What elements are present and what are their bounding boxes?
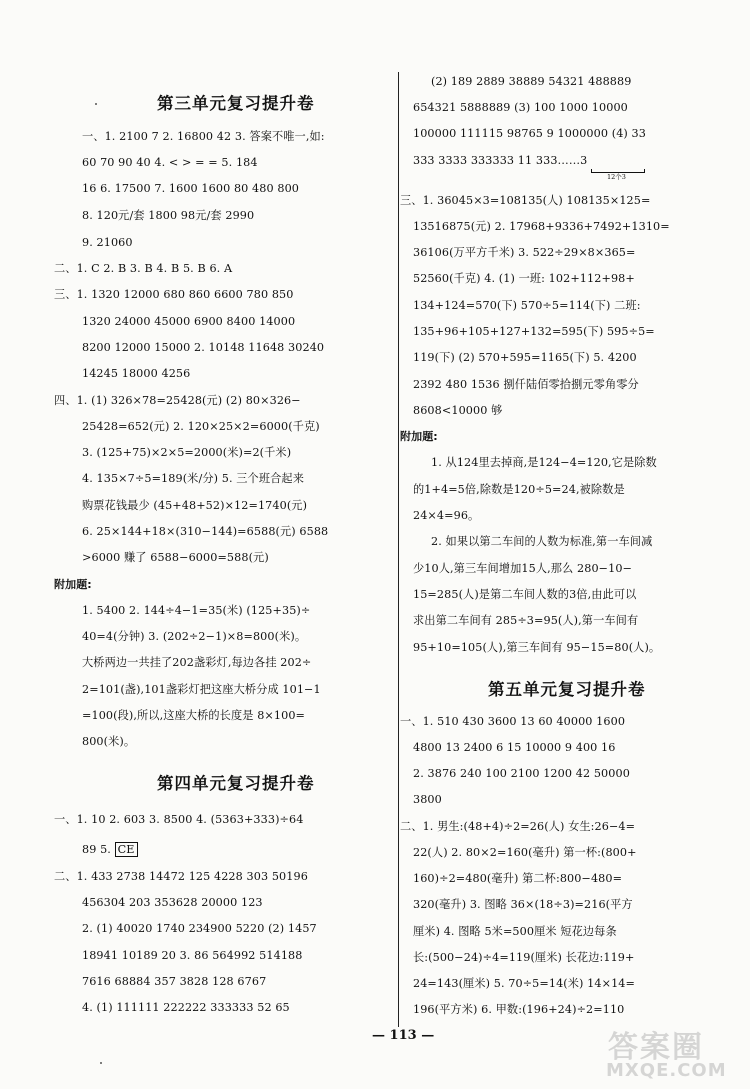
answer-line: 100000 111115 98765 9 1000000 (4) 33: [413, 127, 646, 140]
answer-line: 一、1. 2100 7 2. 16800 42 3. 答案不唯一,如:: [82, 130, 325, 143]
answer-line: 40=4(分钟) 3. (202÷2−1)×8=800(米)。: [82, 630, 307, 643]
answer-line: 大桥两边一共挂了202盏彩灯,每边各挂 202÷: [82, 656, 312, 669]
answer-line: 7616 68884 357 3828 128 6767: [82, 975, 267, 988]
unit4-title: 第四单元复习提升卷: [157, 774, 315, 793]
answer-line: 8200 12000 15000 2. 10148 11648 30240: [82, 341, 325, 354]
answer-line: 1. 5400 2. 144÷4−1=35(米) (125+35)÷: [82, 604, 311, 617]
answer-line: 22(人) 2. 80×2=160(毫升) 第一杯:(800+: [413, 846, 637, 859]
watermark-text: 答案圈: [608, 1030, 704, 1065]
answer-line: 14245 18000 4256: [82, 367, 191, 380]
answer-line: 18941 10189 20 3. 86 564992 514188: [82, 949, 303, 962]
boxed-answer: CE: [115, 842, 138, 857]
answer-line: 2. 如果以第二车间的人数为标准,第一车间减: [431, 535, 653, 548]
answer-line: 少10人,第三车间增加15人,那么 280−10−: [413, 562, 633, 575]
answer-line: 24=143(厘米) 5. 70÷5=14(米) 14×14=: [413, 977, 635, 990]
answer-line: 的1+4=5倍,除数是120÷5=24,被除数是: [413, 483, 625, 496]
answer-line: (2) 189 2889 38889 54321 488889: [431, 75, 632, 88]
answer-line: 320(毫升) 3. 图略 36×(18÷3)=216(平方: [413, 898, 633, 911]
answer-line: 52560(千克) 4. (1) 一班: 102+112+98+: [413, 272, 635, 285]
answer-line: 3800: [413, 793, 442, 806]
answer-line: 二、1. C 2. B 3. B 4. B 5. B 6. A: [54, 262, 233, 275]
answer-line: 36106(万平方千米) 3. 522÷29×8×365=: [413, 246, 636, 259]
answer-line: 13516875(元) 2. 17968+9336+7492+1310=: [413, 220, 670, 233]
answer-line: 二、1. 男生:(48+4)÷2=26(人) 女生:26−4=: [400, 820, 636, 833]
answer-line: [82, 842, 138, 857]
answer-line: 456304 203 353628 20000 123: [82, 896, 263, 909]
answer-line: 四、1. (1) 326×78=25428(元) (2) 80×326−: [54, 394, 301, 407]
answer-line: 2392 480 1536 捌仟陆佰零拾捌元零角零分: [413, 378, 639, 391]
answer-line: 3. (125+75)×2×5=2000(米)=2(千米): [82, 446, 292, 459]
answer-line: =100(段),所以,这座大桥的长度是 8×100=: [82, 709, 306, 722]
answer-line: 厘米) 4. 图略 5米=500厘米 短花边每条: [413, 925, 617, 938]
answer-line: 2. 3876 240 100 2100 1200 42 50000: [413, 767, 630, 780]
answer-line: 60 70 90 40 4. < > = = 5. 184: [82, 156, 258, 169]
watermark-url: MXQE.COM: [606, 1060, 727, 1081]
answer-line: 8608<10000 够: [413, 404, 503, 417]
answer-line: 24×4=96。: [413, 509, 480, 522]
answer-line: 333 3333 333333 11 333……3: [413, 154, 588, 167]
answer-line: 25428=652(元) 2. 120×25×2=6000(千克): [82, 420, 320, 433]
bonus-heading: 附加题:: [400, 430, 438, 443]
brace-note: 12个3: [607, 173, 626, 181]
answer-line: 119(下) (2) 570+595=1165(下) 5. 4200: [413, 351, 637, 364]
answer-line: 654321 5888889 (3) 100 1000 10000: [413, 101, 628, 114]
bonus-heading: 附加题:: [54, 578, 92, 591]
answer-line: 二、1. 433 2738 14472 125 4228 303 50196: [54, 870, 308, 883]
answer-line: 4800 13 2400 6 15 10000 9 400 16: [413, 741, 616, 754]
answer-line: 一、1. 510 430 3600 13 60 40000 1600: [400, 715, 626, 728]
answer-line: 196(平方米) 6. 甲数:(196+24)÷2=110: [413, 1003, 625, 1016]
unit5-title: 第五单元复习提升卷: [488, 680, 646, 699]
column-divider: [398, 72, 399, 1027]
answer-line: 8. 120元/套 1800 98元/套 2990: [82, 209, 255, 222]
answer-line: 三、1. 36045×3=108135(人) 108135×125=: [400, 194, 651, 207]
answer-line: 95+10=105(人),第三车间有 95−15=80(人)。: [413, 641, 661, 654]
answer-line: 4. 135×7÷5=189(米/分) 5. 三个班合起来: [82, 472, 304, 485]
answer-line: >6000 赚了 6588−6000=588(元): [82, 551, 269, 564]
page-number: — 113 —: [372, 1028, 435, 1043]
answer-line: 16 6. 17500 7. 1600 1600 80 480 800: [82, 182, 300, 195]
speck-mark: [95, 103, 97, 105]
answer-text: 89 5.: [82, 843, 111, 856]
answer-line: 1320 24000 45000 6900 8400 14000: [82, 315, 296, 328]
answer-line: 134+124=570(下) 570÷5=114(下) 二班:: [413, 299, 641, 312]
answer-line: 2. (1) 40020 1740 234900 5220 (2) 1457: [82, 922, 317, 935]
answer-line: 求出第二车间有 285÷3=95(人),第一车间有: [413, 614, 639, 627]
answer-line: 1. 从124里去掉商,是124−4=120,它是除数: [431, 456, 657, 469]
answer-line: 6. 25×144+18×(310−144)=6588(元) 6588: [82, 525, 329, 538]
answer-line: 2=101(盏),101盏彩灯把这座大桥分成 101−1: [82, 683, 321, 696]
answer-line: 800(米)。: [82, 735, 136, 748]
answer-line: 135+96+105+127+132=595(下) 595÷5=: [413, 325, 655, 338]
answer-line: 9. 21060: [82, 236, 133, 249]
answer-line: 4. (1) 111111 222222 333333 52 65: [82, 1001, 290, 1014]
unit3-title: 第三单元复习提升卷: [157, 94, 315, 113]
answer-line: 购票花钱最少 (45+48+52)×12=1740(元): [82, 499, 308, 512]
answer-line: 15=285(人)是第二车间人数的3倍,由此可以: [413, 588, 637, 601]
answer-line: 一、1. 10 2. 603 3. 8500 4. (5363+333)÷64: [54, 813, 304, 826]
watermark-logo: [594, 1022, 744, 1084]
speck-mark: [100, 1062, 102, 1064]
answer-line: 三、1. 1320 12000 680 860 6600 780 850: [54, 288, 294, 301]
answer-line: 160)÷2=480(毫升) 第二杯:800−480=: [413, 872, 623, 885]
answer-line: 长:(500−24)÷4=119(厘米) 长花边:119+: [413, 951, 635, 964]
